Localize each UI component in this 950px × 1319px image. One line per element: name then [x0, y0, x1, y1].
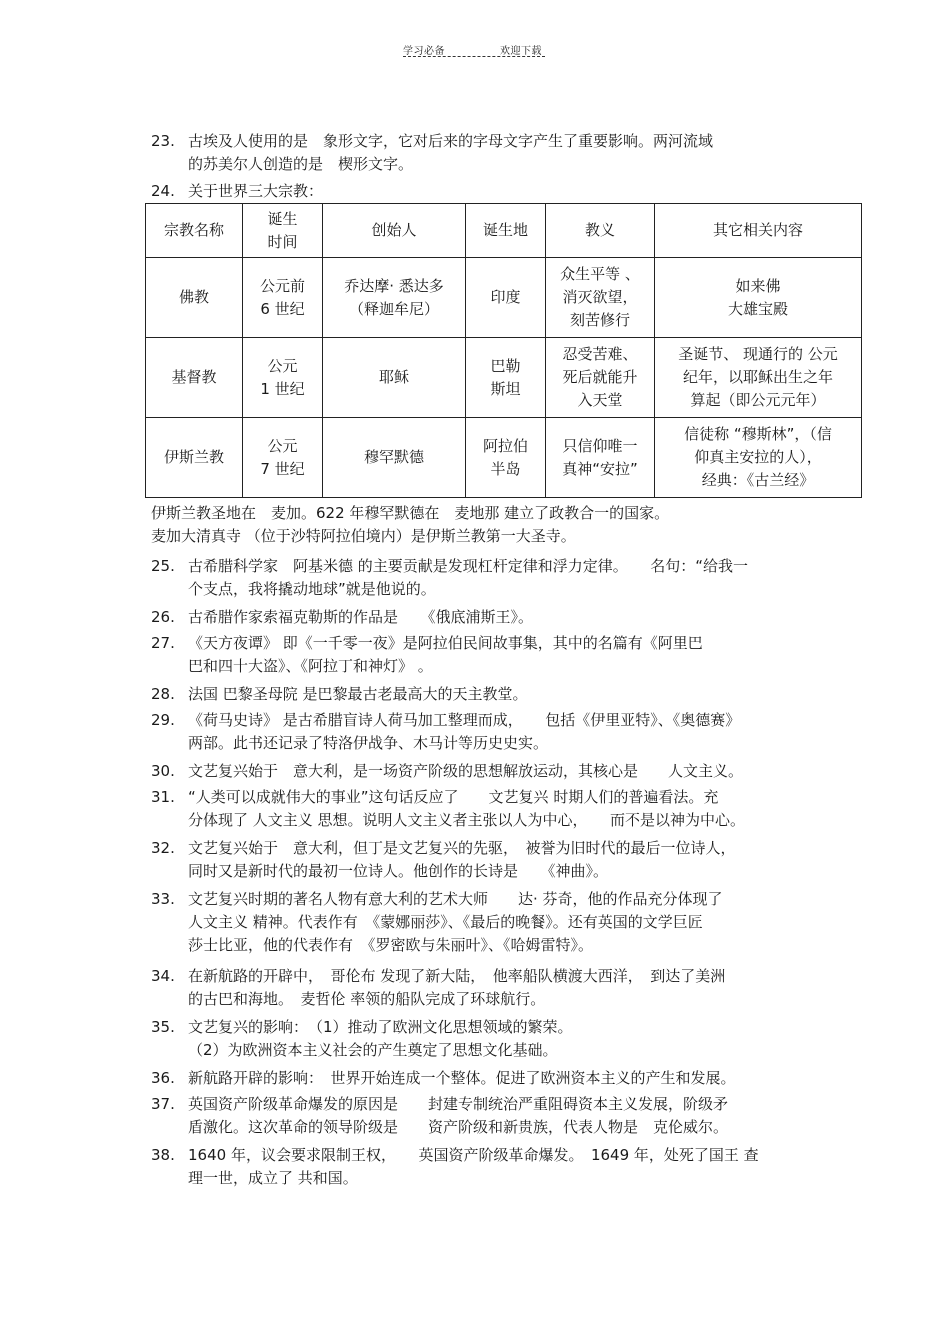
table-header-cell: 宗教名称	[146, 204, 243, 258]
item-line: 《天方夜谭》 即《一千零一夜》是阿拉伯民间故事集，其中的名篇有《阿里巴	[188, 634, 703, 652]
item-line: 文艺复兴的影响： （1）推动了欧洲文化思想领域的繁荣。	[188, 1018, 573, 1036]
table-row	[146, 258, 862, 338]
paragraph-line: 伊斯兰教圣地在 麦加。622 年穆罕默德在 麦地那 建立了政教合一的国家。	[151, 504, 670, 522]
table-header-cell: 创始人	[323, 204, 466, 258]
item-line: 个支点，我将撬动地球”就是他说的。	[188, 580, 436, 598]
header-right-text: 欢迎下载	[500, 46, 542, 57]
item-line: 关于世界三大宗教：	[188, 182, 324, 200]
item-line: 的苏美尔人创造的是 楔形文字。	[188, 155, 414, 173]
item-line: 新航路开辟的影响： 世界开始连成一个整体。促进了欧洲资本主义的产生和发展。	[188, 1069, 736, 1087]
religions-table	[145, 203, 862, 498]
item-line: “人类可以成就伟大的事业”这句话反应了 文艺复兴 时期人们的普遍看法。充	[188, 788, 719, 806]
item-line: 法国 巴黎圣母院 是巴黎最古老最高大的天主教堂。	[188, 685, 528, 703]
table-cell: 公元 7 世纪	[243, 418, 323, 498]
table-cell: 巴勒 斯坦	[466, 338, 546, 418]
item-number: 31.	[151, 788, 175, 806]
item-line: 理一世，成立了 共和国。	[188, 1169, 358, 1187]
item-number: 33.	[151, 890, 175, 908]
item-line: 人文主义 精神。代表作有 《蒙娜丽莎》、《最后的晚餐》。还有英国的文学巨匠	[188, 913, 703, 931]
item-line: 文艺复兴始于 意大利，是一场资产阶级的思想解放运动，其核心是 人文主义。	[188, 762, 744, 780]
table-header-cell: 诞生 时间	[243, 204, 323, 258]
table-header-cell: 其它相关内容	[655, 204, 862, 258]
item-number: 32.	[151, 839, 175, 857]
item-number: 26.	[151, 608, 175, 626]
item-line: 古希腊科学家 阿基米德 的主要贡献是发现杠杆定律和浮力定律。 名句：“给我一	[188, 557, 749, 575]
item-number: 34.	[151, 967, 175, 985]
item-line: 英国资产阶级革命爆发的原因是 封建专制统治严重阻碍资本主义发展，阶级矛	[188, 1095, 729, 1113]
item-number: 37.	[151, 1095, 175, 1113]
header-dashed-rule	[403, 56, 545, 57]
item-number: 28.	[151, 685, 175, 703]
table-header-cell: 教义	[546, 204, 655, 258]
item-line: 文艺复兴时期的著名人物有意大利的艺术大师 达· 芬奇，他的作品充分体现了	[188, 890, 723, 908]
item-line: （2）为欧洲资本主义社会的产生奠定了思想文化基础。	[188, 1041, 558, 1059]
table-cell: 伊斯兰教	[146, 418, 243, 498]
item-number: 24.	[151, 182, 175, 200]
table-header-cell: 诞生地	[466, 204, 546, 258]
table-header-row	[146, 204, 862, 258]
table-cell: 只信仰唯一 真神“安拉”	[546, 418, 655, 498]
table-cell: 公元前 6 世纪	[243, 258, 323, 338]
table-cell: 忍受苦难、 死后就能升 入天堂	[546, 338, 655, 418]
table-cell: 穆罕默德	[323, 418, 466, 498]
item-line: 巴和四十大盗》、《阿拉丁和神灯》 。	[188, 657, 433, 675]
header-left-text: 学习必备	[403, 46, 445, 57]
item-number: 35.	[151, 1018, 175, 1036]
table-row	[146, 338, 862, 418]
item-line: 莎士比亚，他的代表作有 《罗密欧与朱丽叶》、《哈姆雷特》。	[188, 936, 594, 954]
item-number: 27.	[151, 634, 175, 652]
item-number: 29.	[151, 711, 175, 729]
item-number: 23.	[151, 132, 175, 150]
page-header	[403, 42, 545, 62]
item-line: 古埃及人使用的是 象形文字，它对后来的字母文字产生了重要影响。两河流域	[188, 132, 714, 150]
item-line: 1640 年，议会要求限制王权， 英国资产阶级革命爆发。 1649 年，处死了国王 查	[188, 1146, 759, 1164]
table-cell: 公元 1 世纪	[243, 338, 323, 418]
item-line: 《荷马史诗》 是古希腊盲诗人荷马加工整理而成， 包括《伊里亚特》、《奥德赛》	[188, 711, 741, 729]
table-cell: 信徒称 “穆斯林”，（信 仰真主安拉的人）， 经典：《古兰经》	[655, 418, 862, 498]
table-cell: 阿拉伯 半岛	[466, 418, 546, 498]
item-line: 盾激化。这次革命的领导阶级是 资产阶级和新贵族，代表人物是 克伦威尔。	[188, 1118, 729, 1136]
table-cell: 如来佛 大雄宝殿	[655, 258, 862, 338]
item-line: 分体现了 人文主义 思想。说明人文主义者主张以人为中心， 而不是以神为中心。	[188, 811, 746, 829]
table-cell: 乔达摩· 悉达多 （释迦牟尼）	[323, 258, 466, 338]
item-line: 同时又是新时代的最初一位诗人。他创作的长诗是 《神曲》。	[188, 862, 609, 880]
item-line: 两部。此书还记录了特洛伊战争、木马计等历史史实。	[188, 734, 549, 752]
table-cell: 基督教	[146, 338, 243, 418]
table-cell: 印度	[466, 258, 546, 338]
table-cell: 圣诞节、 现通行的 公元 纪年，以耶稣出生之年 算起（即公元元年）	[655, 338, 862, 418]
item-number: 38.	[151, 1146, 175, 1164]
table-cell: 耶稣	[323, 338, 466, 418]
item-line: 在新航路的开辟中， 哥伦布 发现了新大陆， 他率船队横渡大西洋， 到达了美洲	[188, 967, 726, 985]
paragraph-line: 麦加大清真寺 （位于沙特阿拉伯境内）是伊斯兰教第一大圣寺。	[151, 527, 576, 545]
item-number: 25.	[151, 557, 175, 575]
table-cell: 佛教	[146, 258, 243, 338]
table-row	[146, 418, 862, 498]
item-line: 古希腊作家索福克勒斯的作品是 《俄底浦斯王》。	[188, 608, 534, 626]
item-number: 36.	[151, 1069, 175, 1087]
table-cell: 众生平等 、 消灭欲望， 刻苦修行	[546, 258, 655, 338]
item-number: 30.	[151, 762, 175, 780]
item-line: 的古巴和海地。 麦哲伦 率领的船队完成了环球航行。	[188, 990, 546, 1008]
item-line: 文艺复兴始于 意大利，但丁是文艺复兴的先驱， 被誉为旧时代的最后一位诗人，	[188, 839, 736, 857]
